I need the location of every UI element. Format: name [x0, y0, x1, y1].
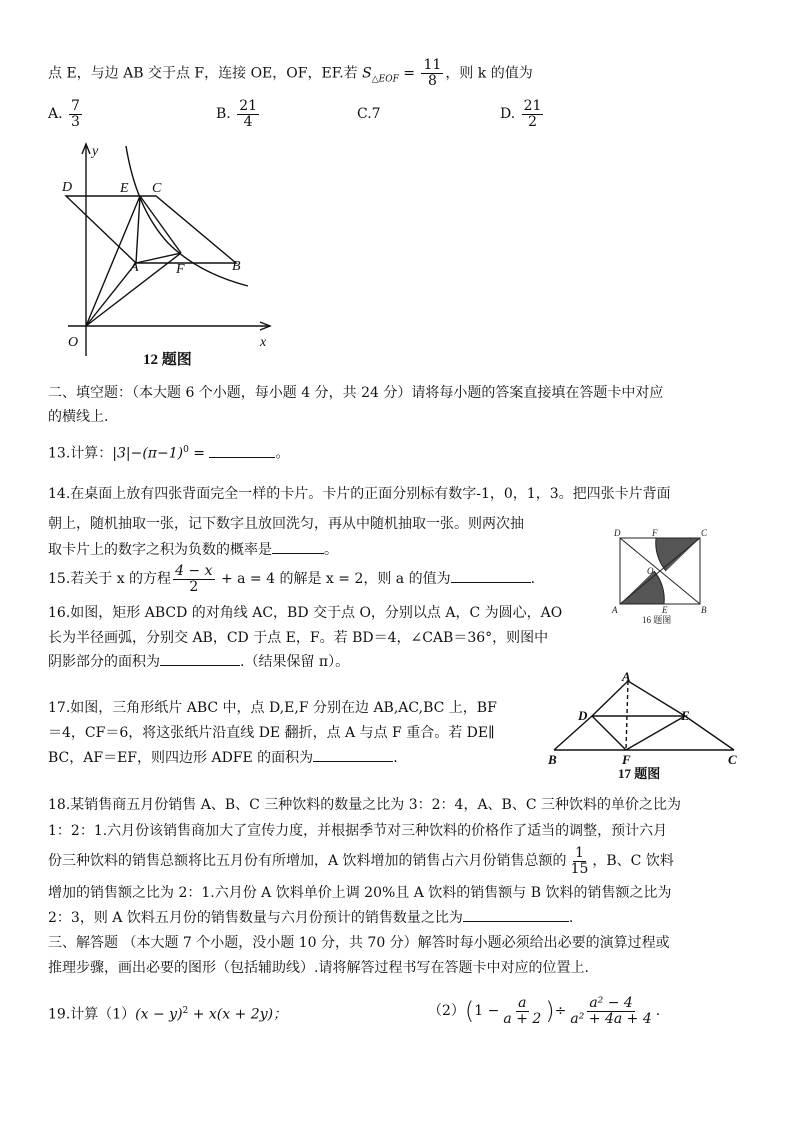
answer-blank-18[interactable] — [463, 921, 569, 922]
label-c: C — [152, 181, 162, 196]
answer-blank-16[interactable] — [160, 665, 240, 666]
q12-option-c: C.7 — [357, 106, 381, 122]
svg-text:E: E — [681, 708, 690, 723]
section-2-heading: 二、填空题：（本大题 6 个小题，每小题 4 分，共 24 分）请将每小题的答案直接填在答题卡中对应 — [48, 385, 664, 401]
svg-text:B: B — [701, 605, 707, 615]
svg-text:F: F — [652, 528, 658, 538]
label-d: D — [62, 180, 73, 195]
segment-oa — [86, 263, 136, 326]
question-14-line-1: 14.在桌面上放有四张背面完全一样的卡片。卡片的正面分别标有数字-1，0，1，3。把四张卡片背面 — [48, 486, 671, 502]
label-a: A — [130, 260, 139, 275]
label-x: x — [260, 335, 267, 350]
question-18-line-2: 1：2：1.六月份该销售商加大了宣传力度，并根据季节对三种饮料的价格作了适当的调整，预计六月 — [48, 823, 668, 839]
question-17-line-1: 17.如图，三角形纸片 ABC 中，点 D,E,F 分别在边 AB,AC,BC 上，BF — [48, 700, 497, 716]
question-19-part-2: （2）(1 − $\frac{a}{a + 2}$ )÷ $\frac{\text{a² − 4}}{\text{a² + 4a + 4}}$ . — [428, 994, 661, 1027]
svg-text:F: F — [622, 752, 631, 767]
area-symbol: S — [362, 65, 372, 82]
segment-df — [592, 716, 626, 750]
question-16-line-3: 阴影部分的面积为 .（结果保留 π）。 — [48, 654, 350, 670]
hyperbola-curve — [126, 146, 248, 286]
area-subscript: △EOF — [371, 74, 399, 85]
section-2-heading-cont: 的横线上. — [48, 409, 109, 425]
question-17-line-3: BC，AF＝EF，则四边形 ADFE 的面积为 . — [48, 750, 398, 766]
label-y: y — [92, 144, 99, 159]
svg-text:A: A — [622, 672, 631, 684]
figure-17-caption: 17 题图 — [618, 766, 661, 781]
figure-16-caption: 16 题图 — [642, 615, 672, 625]
svg-text:C: C — [701, 528, 708, 538]
question-15: 15.若关于 x 的方程 $\frac{4 - x}{2}$ + a = 4 的解是 x = 2，则 a 的值为 . — [48, 562, 536, 595]
segment-ef — [626, 716, 685, 750]
answer-blank-13[interactable] — [209, 457, 275, 458]
label-e: E — [120, 181, 129, 196]
fraction-a-over-a-plus-2: $\frac{a}{a + 2}$ — [503, 994, 542, 1027]
question-16-line-1: 16.如图，矩形 ABCD 的对角线 AC，BD 交于点 O，分别以点 A，C 为圆心，AO — [48, 605, 563, 621]
svg-text:A: A — [612, 605, 618, 615]
label-b: B — [232, 259, 241, 274]
q12-option-a: A. $\frac{7}{3}$ — [48, 97, 80, 130]
q12-option-b: B. $\frac{21}{4}$ — [216, 97, 258, 130]
question-18-line-1: 18.某销售商五月份销售 A、B、C 三种饮料的数量之比为 3：2：4，A、B、C 三种饮料的单价之比为 — [48, 797, 682, 813]
answer-blank-14[interactable] — [272, 553, 324, 554]
svg-text:B: B — [548, 752, 557, 767]
question-13: 13.计算：$|3|-(\pi-1)^0$ = 。 — [48, 445, 290, 462]
parallelogram-dcba — [66, 196, 236, 263]
label-f: F — [176, 262, 185, 277]
label-o: O — [68, 335, 79, 350]
question-18-line-5: 2：3，则 A 饮料五月份的销售数量与六月份预计的销售数量之比为 . — [48, 910, 574, 926]
question-14-line-2: 朝上，随机抽取一张，记下数字且放回洗匀，再从中随机抽取一张。则两次抽 — [48, 516, 524, 532]
question-18-line-3: 份三种饮料的销售总额将比五月份有所增加，A 饮料增加的销售占六月份销售总额的 $\frac{1}{15}$ ，B、C 饮料 — [48, 844, 674, 877]
answer-blank-15[interactable] — [451, 582, 531, 583]
fraction-one-fifteenth: $\frac{1}{15}$ — [570, 844, 589, 877]
svg-text:D: D — [614, 528, 621, 538]
question-18-line-4: 增加的销售额之比为 2：1.六月份 A 饮料单价上调 20%且 A 饮料的销售额与 B 饮料的销售额之比为 — [48, 885, 672, 901]
figure-12-caption: 12 题图 — [143, 352, 192, 368]
question-19-part-1: 19.计算$(1)(x - y)^2 + x(x + 2y)$； — [48, 1006, 288, 1023]
q12-continuation: 点 E，与边 AB 交于点 F，连接 OE，OF，EF.若 $S_{\triangle EOF}$ = $\frac{11}{8}$ ，则 k 的值为 — [48, 57, 533, 89]
figure-17 — [540, 672, 748, 782]
svg-text:E: E — [662, 605, 668, 615]
figure-12 — [48, 138, 288, 370]
segment-ea — [136, 196, 140, 263]
equation-fraction: $\frac{4 - x}{2}$ — [175, 562, 213, 595]
svg-text:D: D — [578, 708, 588, 723]
section-3-heading-cont: 推理步骤，画出必要的图形（包括辅助线）.请将解答过程书写在答题卡中对应的位置上. — [48, 960, 589, 976]
answer-blank-17[interactable] — [313, 761, 393, 762]
segment-ef — [140, 196, 181, 253]
section-3-heading: 三、解答题 （本大题 7 个小题，没小题 10 分，共 70 分）解答时每小题必须给出必要的演算过程或 — [48, 935, 670, 951]
question-16-line-2: 长为半径画弧，分别交 AB，CD 于点 E，F。若 BD＝4，∠CAB＝36°，则图中 — [48, 630, 549, 646]
svg-text:O: O — [647, 566, 654, 576]
fraction-quadratic: $\frac{\text{a² − 4}}{\text{a² + 4a + 4}}$ — [570, 994, 652, 1027]
q12-option-d: D. $\frac{21}{2}$ — [500, 97, 542, 130]
svg-text:C: C — [728, 752, 737, 767]
question-14-line-3: 取卡片上的数字之积为负数的概率是 。 — [48, 542, 338, 558]
question-17-line-2: ＝4，CF＝6，将这张纸片沿直线 DE 翻折，点 A 与点 F 重合。若 DE∥ — [48, 725, 495, 741]
figure-16 — [606, 526, 714, 626]
area-fraction: $\frac{11}{8}$ — [423, 57, 442, 89]
